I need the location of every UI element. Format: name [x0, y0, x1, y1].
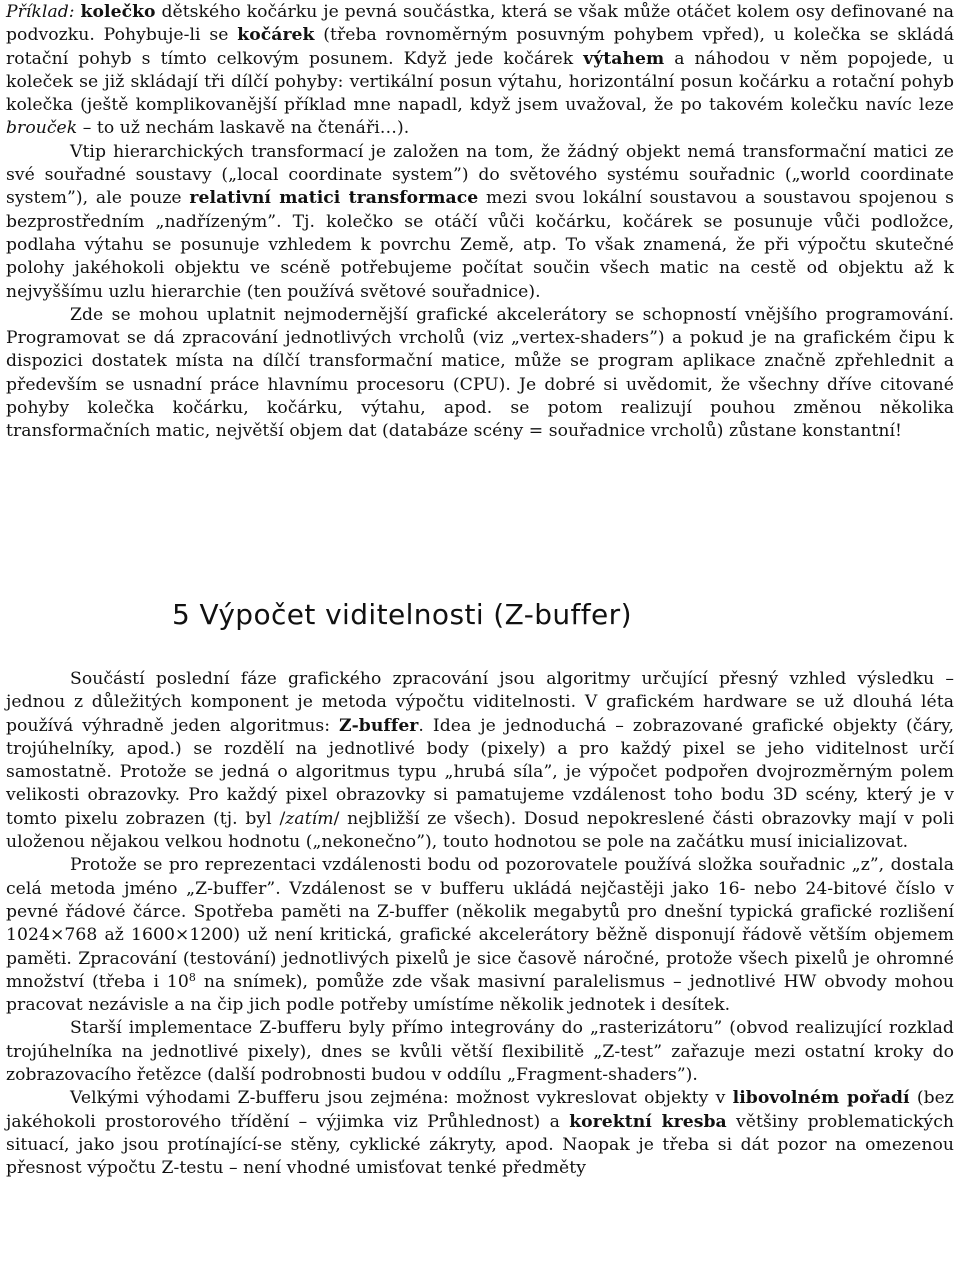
section-heading: 5 Výpočet viditelnosti (Z-buffer)	[172, 598, 632, 631]
text-run: Součástí poslední fáze grafického zpracování jsou algoritmy určující přesný vzhled výsledku – jednou z důležitých komponent je metoda výpočtu viditelnosti. V grafickém hardware se už dlouhá léta používá výhradně jeden algoritmus:	[6, 669, 954, 736]
text-run: na snímek), pomůže zde však masivní paralelismus – jednotlivé HW obvody mohou pracovat nezávisle a na čip jich podle potřeby umístíme několik jednotek i desítek.	[6, 971, 955, 1016]
text-run: Protože se pro reprezentaci vzdálenosti bodu od pozorovatele používá složka souřadnic „z”, dostala celá metoda jméno „Z-buffer”. Vzdálenost se v bufferu ukládá nejčastěji jako 16- nebo 24-bitové číslo v pevné řádové čárce. Spotřeba paměti na Z-buffer (několik megabytů pro dnešní typická grafické rozlišení 1024×768 až 1600×1200) už není kritická, grafické akcelerátory běžně disponují řádově větším objemem paměti. Zpracování (testování) jednotlivých pixelů je sice časově náročné, protože všech pixelů je ohromné množství (třeba i 10	[6, 855, 954, 992]
example-label: Příklad:	[6, 2, 75, 22]
text-run: / nejbližší ze všech). Dosud nepokreslené části obrazovky mají v poli uloženou nějakou velkou hodnotu („nekonečno”), touto hodnotou se pole na začátku musí inicializovat.	[6, 808, 955, 853]
paragraph-z-buffer-intro	[6, 668, 954, 854]
text-run: . Idea je jednoduchá – zobrazované grafické objekty (čáry, trojúhelníky, apod.) se rozdělí na jednotlivé body (pixely) a pro každý pixel se jeho viditelnost určí samostatně. Protože se jedná o algoritmus typu „hrubá síla”, je výpočet podpořen dvojrozměrným polem velikosti obrazovky. Pro každý pixel obrazovky si pamatujeme vzdálenost toho bodu 3D scény, který je v tomto pixelu zobrazen (tj. byl /	[6, 715, 954, 829]
paragraph-advantages	[6, 1087, 954, 1180]
paragraph-older-implementations: Starší implementace Z-bufferu byly přímo integrovány do „rasterizátoru” (obvod realizující rozklad trojúhelníka na jednotlivé pixely), dnes se kvůli větší flexibilitě „Z-test” zařazuje mezi ostatní kroky do zobrazovacího řetězce (další podrobnosti budou v oddílu „Fragment-shaders”).	[6, 1018, 954, 1086]
text-run: dětského kočárku je pevná součástka, která se však může otáčet kolem osy definované na podvozku. Pohybuje-li se	[6, 2, 954, 46]
bold-term-z-buffer: Z-buffer	[339, 715, 419, 736]
italic-term-bug: brouček	[6, 118, 78, 139]
paragraph-z-coordinate	[6, 854, 954, 1017]
bold-term-correct-drawing: korektní kresba	[569, 1111, 727, 1132]
text-run: mezi svou lokální soustavou a soustavou spojenou s bezprostředním „nadřízeným”. Tj. kolečko se otáčí vůči kočárku, kočárek se posunuje vůči podložce, podlaha výtahu se posunuje vzhledem k povrchu Země, atp. To však znamená, že při výpočtu skutečné polohy jakéhokoli objektu ve scéně potřebujeme počítat součin všech matic na cestě od objektu až k nejvyššímu uzlu hierarchie (ten používá světové souřadnice).	[6, 188, 955, 302]
bold-term-any-order: libovolném pořadí	[732, 1088, 910, 1109]
paragraph-hierarchical-transforms	[6, 141, 954, 304]
text-run: (třeba rovnoměrným posuvným pohybem vpřed), u kolečka se skládá rotační pohyb s tímto celkovým posunem. Když jede kočárek	[6, 25, 955, 69]
text-run: (bez jakéhokoli prostorového třídění – výjimka viz Průhlednost) a	[6, 1088, 954, 1132]
paragraph-graphics-accelerators: Zde se mohou uplatnit nejmodernější grafické akcelerátory se schopností vnějšího programování. Programovat se dá zpracování jednotlivých vrcholů (viz „vertex-shaders”) a pokud je na grafickém čipu k dispozici dostatek místa na dílčí transformační matice, může se program aplikace značně zpřehlednit a především se usnadní práce hlavnímu procesoru (CPU). Je dobré si uvědomit, že všechny dříve citované pohyby kolečka kočárku, kočárku, výtahu, apod. se potom realizují pouhou změnou několika transformačních matic, největší objem dat (databáze scény = souřadnice vrcholů) zůstane konstantní!	[6, 304, 954, 442]
text-run: a náhodou v něm popojede, u koleček se již skládají tři dílčí pohyby: vertikální posun výtahu, horizontální posun kočárku a rotační pohyb kolečka (ještě komplikovanější příklad mne napadl, když jsem uvažoval, že po takovém kolečku navíc leze	[6, 48, 954, 116]
bold-term-elevator: výtahem	[583, 48, 665, 69]
text-run: většiny problematických situací, jako jsou protínající-se stěny, cyklické zákryty, apod. Naopak je třeba si dát pozor na omezenou přesnost výpočtu Z-testu – není vhodné umisťovat tenké předměty	[6, 1111, 954, 1179]
paragraph-stroller-example	[6, 0, 954, 141]
superscript-exponent: 8	[188, 970, 196, 984]
bold-term-wheel: kolečko	[80, 2, 156, 22]
text-run: Velkými výhodami Z-bufferu jsou zejména: možnost vykreslovat objekty v	[70, 1088, 733, 1109]
bold-term-stroller: kočárek	[237, 25, 315, 46]
text-run: – to už nechám laskavě na čtenáři…).	[77, 118, 410, 139]
italic-term-yet: zatím	[285, 808, 334, 829]
bold-term-relative-matrix: relativní matici transformace	[189, 188, 479, 209]
section-z-buffer	[0, 668, 960, 1181]
text-run: Vtip hierarchických transformací je založen na tom, že žádný objekt nemá transformační matici ze své souřadné soustavy („local coordinate system”) do světového systému souřadnic („world coordinate system”), ale pouze	[6, 141, 954, 209]
